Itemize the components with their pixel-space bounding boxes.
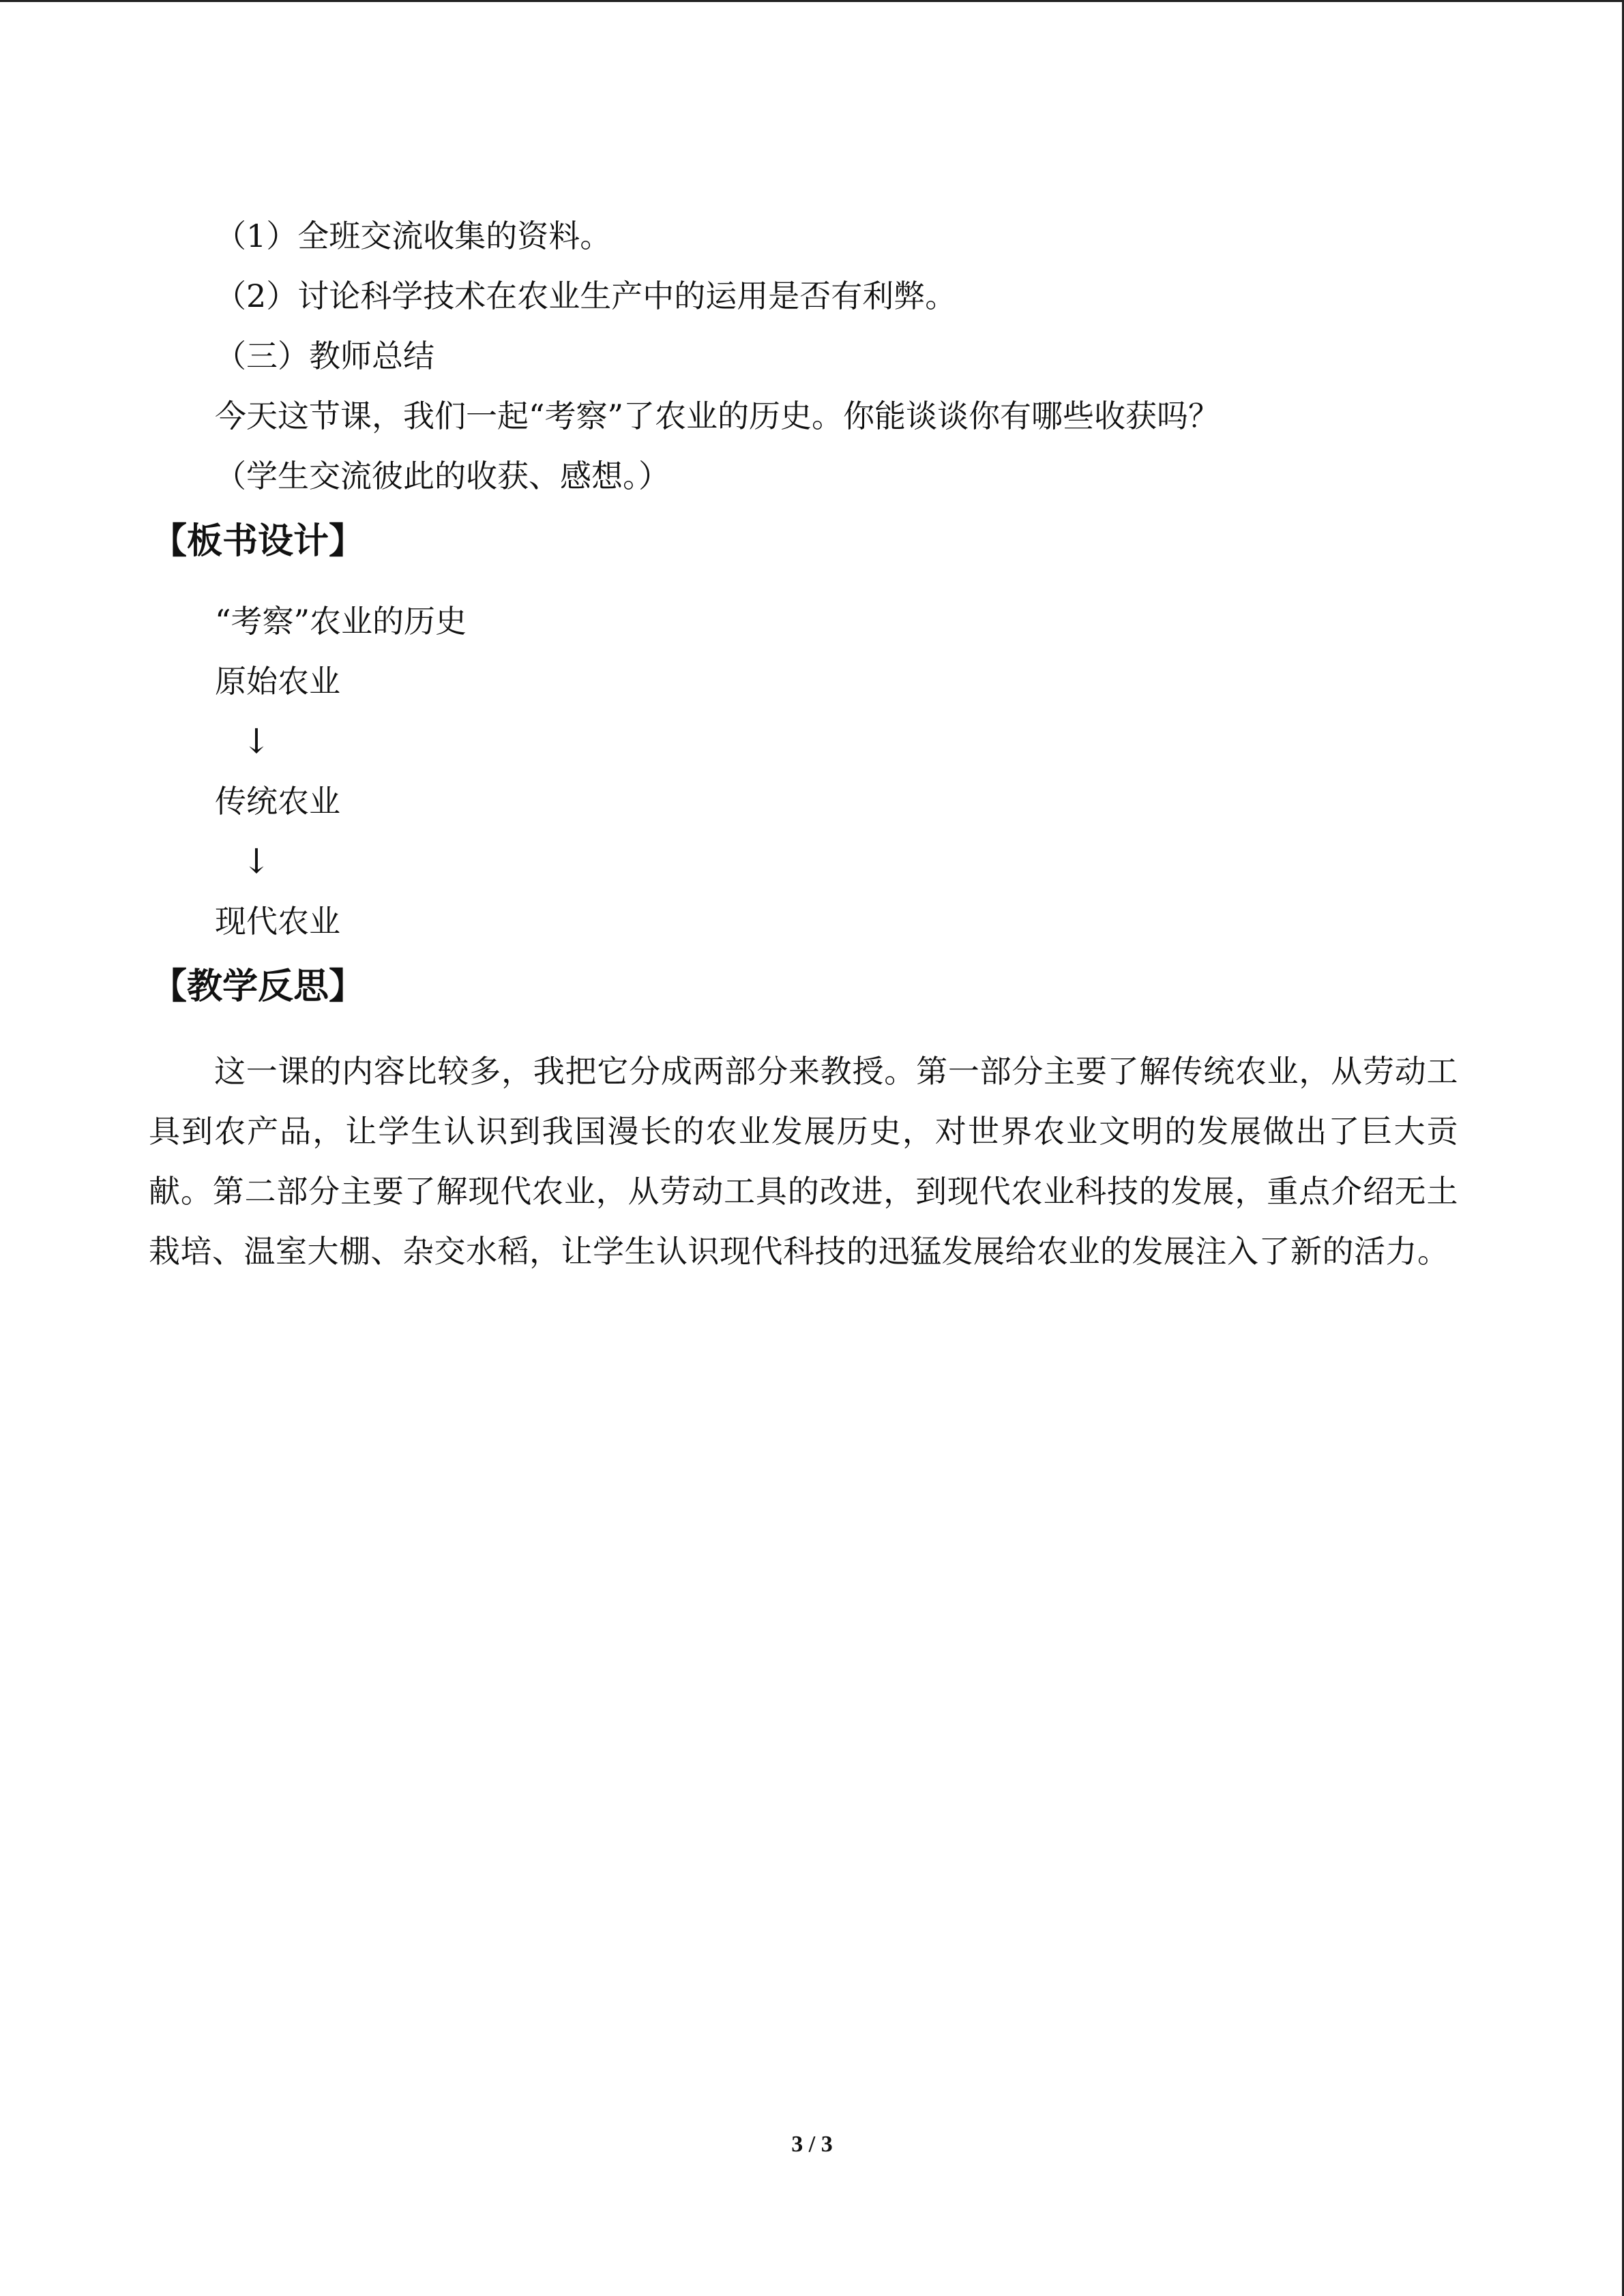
stage-modern-agriculture: 现代农业 [215, 903, 340, 940]
stage-traditional-agriculture: 传统农业 [215, 783, 340, 820]
board-design-heading: 【板书设计】 [151, 521, 365, 562]
student-exchange-note: （学生交流彼此的收获、感想。） [215, 458, 670, 494]
page-number: 3 / 3 [791, 2132, 833, 2157]
reflection-paragraph: 这一课的内容比较多，我把它分成两部分来教授。第一部分主要了解传统农业，从劳动工具到农产品，让学生认识到我国漫长的农业发展历史，对世界农业文明的发展做出了巨大贡献。第二部分主要了解现代农业，从劳动工具的改进，到现代农业科技的发展，重点介绍无土栽培、温室大棚、杂交水稻，让学生认识现代科技的迅猛发展给农业的发展注入了新的活力。 [149, 1053, 1458, 1270]
teacher-summary-heading: （三）教师总结 [215, 338, 434, 374]
summary-question: 今天这节课，我们一起“考察”了农业的历史。你能谈谈你有哪些收获吗？ [215, 398, 1220, 434]
down-arrow-icon: ↓ [242, 841, 271, 881]
activity-line-2: （2）讨论科学技术在农业生产中的运用是否有利弊。 [215, 278, 957, 314]
reflection-heading: 【教学反思】 [151, 966, 365, 1007]
page-border-top [0, 0, 1624, 2]
activity-line-1: （1）全班交流收集的资料。 [215, 218, 612, 254]
board-title: “考察”农业的历史 [215, 603, 467, 640]
stage-primitive-agriculture: 原始农业 [215, 663, 340, 700]
down-arrow-icon: ↓ [242, 721, 271, 761]
